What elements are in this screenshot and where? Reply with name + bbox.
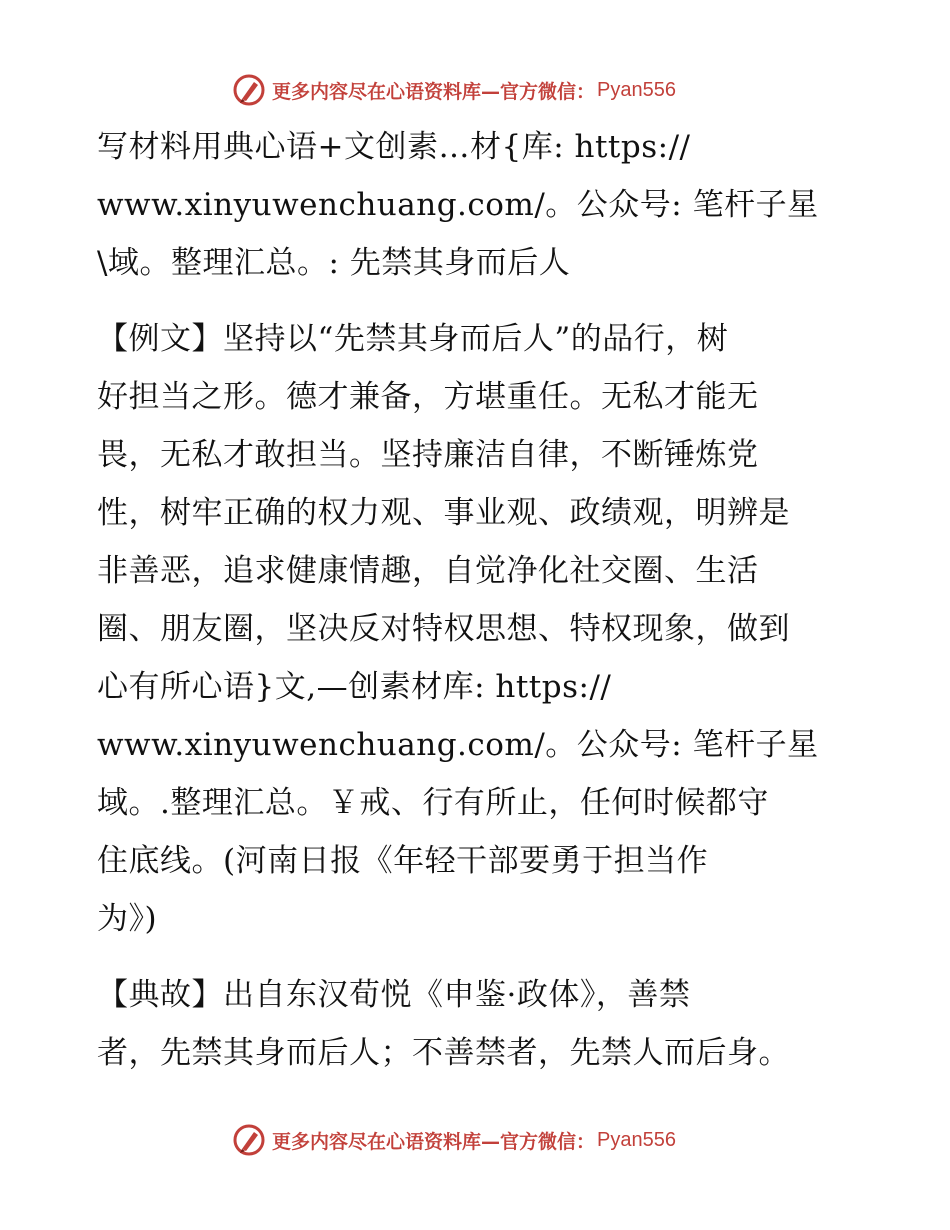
banner-slogan: 更多内容尽在心语资料库—官方微信： [272, 80, 596, 103]
banner-wechat-id: Pyan556 [597, 1128, 676, 1151]
text-line: 写材料用典心语+文创素…材{库: https:// [97, 129, 691, 165]
footer-banner [232, 1120, 676, 1160]
header-banner [232, 70, 676, 110]
paragraph-example [97, 310, 857, 948]
text-line: 住底线。(河南日报《年轻干部要勇于担当作 [97, 843, 709, 879]
text-line: 心有所心语}文,—创素材库: https:// [97, 669, 612, 705]
pen-logo-icon [232, 1123, 266, 1157]
paragraph-source [97, 118, 857, 292]
paragraph-allusion [97, 966, 857, 1082]
text-line: 好担当之形。德才兼备，方堪重任。无私才能无 [97, 379, 759, 415]
pen-logo-icon [232, 73, 266, 107]
text-line: www.xinyuwenchuang.com/。公众号: 笔杆子星 [97, 727, 819, 763]
text-line: 【例文】坚持以“先禁其身而后人”的品行，树 [97, 321, 729, 357]
text-line: 域。.整理汇总。￥戒、行有所止，任何时候都守 [97, 785, 769, 821]
text-line: 者，先禁其身而后人；不善禁者，先禁人而后身。 [97, 1035, 790, 1071]
text-line: 非善恶，追求健康情趣，自觉净化社交圈、生活 [97, 553, 759, 589]
banner-wechat-id: Pyan556 [597, 78, 676, 101]
banner-slogan: 更多内容尽在心语资料库—官方微信： [272, 1130, 596, 1153]
text-line: 【典故】出自东汉荀悦《申鉴·政体》，善禁 [97, 977, 691, 1013]
text-line: 畏，无私才敢担当。坚持廉洁自律，不断锤炼党 [97, 437, 759, 473]
text-line: \域。整理汇总。: 先禁其身而后人 [97, 245, 571, 281]
text-line: www.xinyuwenchuang.com/。公众号: 笔杆子星 [97, 187, 819, 223]
text-line: 为》) [97, 901, 158, 937]
text-line: 圈、朋友圈，坚决反对特权思想、特权现象，做到 [97, 611, 790, 647]
text-line: 性，树牢正确的权力观、事业观、政绩观，明辨是 [97, 495, 790, 531]
document-body [97, 118, 857, 1100]
